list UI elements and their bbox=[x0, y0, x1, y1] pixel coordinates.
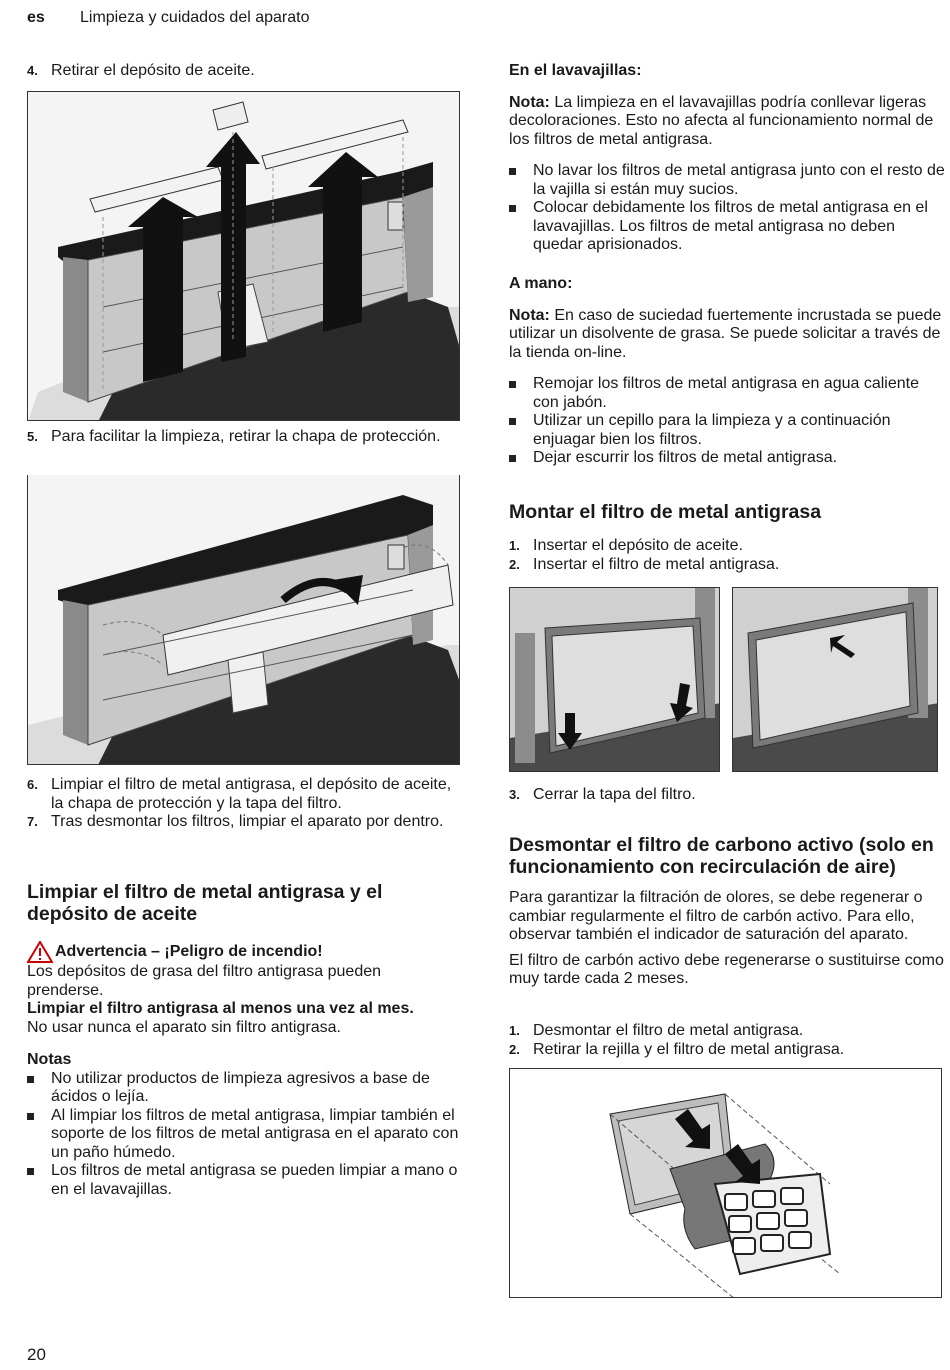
hand-title: A mano: bbox=[509, 275, 573, 292]
warning-line-2: Limpiar el filtro antigrasa al menos una vez al mes. bbox=[27, 1000, 414, 1017]
steps-6-7: 6. Limpiar el filtro de metal antigrasa, el depósito de aceite, la chapa de protección y la tapa del filtro. 7. Tras desmontar los filtros, limpiar el aparato por dentro. bbox=[27, 776, 452, 830]
list-item: Utilizar un cepillo para la limpieza y a continuación enjuagar bien los filtros. bbox=[509, 412, 945, 449]
warning-line-3: No usar nunca el aparato sin filtro antigrasa. bbox=[27, 1018, 341, 1036]
figure-insert-filter-1 bbox=[509, 587, 720, 772]
dishwasher-block bbox=[509, 62, 945, 255]
figure-insert-filter-2 bbox=[732, 587, 938, 772]
carbon-paragraph-1: Para garantizar la filtración de olores, se debe regenerar o cambiar regularmente el filtro de carbón activo. Para ello, observar también el indicador de saturación del aparato. bbox=[509, 889, 923, 943]
mount-steps: 1. Insertar el depósito de aceite. 2. Insertar el filtro de metal antigrasa. bbox=[509, 537, 780, 573]
list-item: Dejar escurrir los filtros de metal antigrasa. bbox=[509, 449, 945, 468]
figure-remove-grid-and-filter bbox=[509, 1068, 942, 1298]
notes-block bbox=[27, 1051, 459, 1199]
warning-line-1: Los depósitos de grasa del filtro antigrasa pueden prenderse. bbox=[27, 963, 382, 999]
dishwasher-note: Nota: La limpieza en el lavavajillas podría conllevar ligeras decoloraciones. Esto no afecta al funcionamiento normal de los filtros de metal antigrasa. bbox=[509, 93, 934, 148]
section-title: Limpieza y cuidados del aparato bbox=[80, 9, 310, 26]
hand-block bbox=[509, 275, 945, 468]
figure-remove-protection-plate bbox=[27, 475, 460, 765]
language-code: es bbox=[27, 9, 45, 26]
carbon-paragraph-2: El filtro de carbón activo debe regenerarse o sustituirse como muy tarde cada 2 meses. bbox=[509, 951, 944, 987]
warning-title: Advertencia – ¡Peligro de incendio! bbox=[55, 942, 323, 960]
carbon-steps: 1. Desmontar el filtro de metal antigrasa. 2. Retirar la rejilla y el filtro de metal antigrasa. bbox=[509, 1022, 845, 1058]
list-item: Colocar debidamente los filtros de metal antigrasa en el lavavajillas. Los filtros de metal antigrasa no deben quedar aprisionados. bbox=[509, 199, 945, 255]
dishwasher-title: En el lavavajillas: bbox=[509, 62, 642, 79]
figure-remove-oil-tray bbox=[27, 91, 460, 421]
list-item: No utilizar productos de limpieza agresivos a base de ácidos o lejía. bbox=[27, 1070, 459, 1107]
mount-step-3: 3. Cerrar la tapa del filtro. bbox=[509, 786, 696, 803]
list-item: Remojar los filtros de metal antigrasa en agua caliente con jabón. bbox=[509, 375, 945, 412]
step-5: 5. Para facilitar la limpieza, retirar la chapa de protección. bbox=[27, 428, 441, 445]
notes-title: Notas bbox=[27, 1051, 72, 1068]
step-4: 4. Retirar el depósito de aceite. bbox=[27, 62, 255, 79]
warning-block bbox=[27, 941, 459, 1037]
list-item: No lavar los filtros de metal antigrasa junto con el resto de la vajilla si están muy sucios. bbox=[509, 162, 945, 199]
heading-mount-filter: Montar el filtro de metal antigrasa bbox=[509, 501, 822, 523]
hand-note: Nota: En caso de suciedad fuertemente incrustada se puede utilizar un disolvente de grasa. Se puede solicitar a través de la tienda on-line. bbox=[509, 306, 942, 361]
carbon-text bbox=[509, 889, 945, 989]
list-item: Al limpiar los filtros de metal antigrasa, limpiar también el soporte de los filtros de metal antigrasa en el aparato con un paño húmedo. bbox=[27, 1107, 459, 1163]
page-number: 20 bbox=[27, 1345, 46, 1364]
heading-remove-carbon-filter: Desmontar el filtro de carbono activo (solo en funcionamiento con recirculación de aire) bbox=[509, 834, 934, 878]
list-item: Los filtros de metal antigrasa se pueden limpiar a mano o en el lavavajillas. bbox=[27, 1162, 459, 1199]
warning-icon bbox=[27, 941, 53, 963]
heading-clean-filter: Limpiar el filtro de metal antigrasa y el depósito de aceite bbox=[27, 881, 383, 925]
